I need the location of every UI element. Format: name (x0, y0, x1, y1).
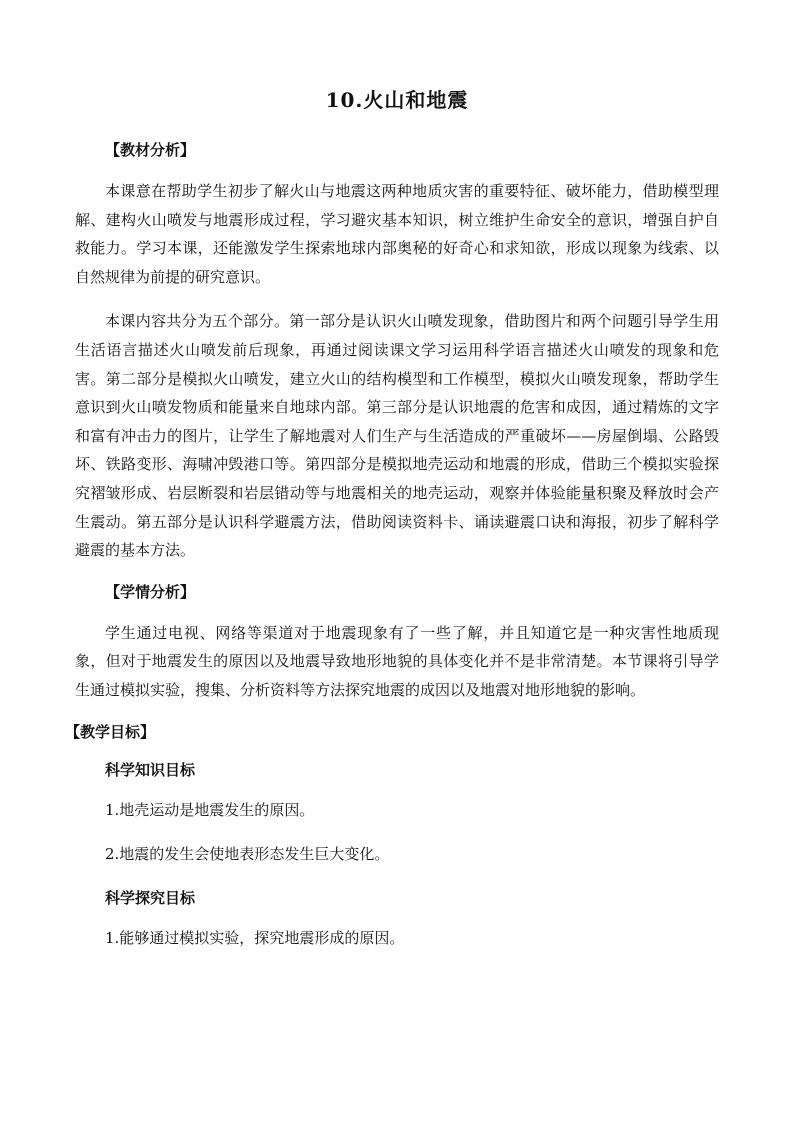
section-teaching-goals (65, 721, 719, 949)
paragraph: 学生通过电视、网络等渠道对于地震现象有了一些了解，并且知道它是一种灾害性地质现象，但对于地震发生的原因以及地震导致地形地貌的具体变化并不是非常清楚。本节课将引导学生通过模拟实验，搜集、分析资料等方法探究地震的成因以及地震对地形地貌的影响。 (75, 623, 719, 699)
section-student-analysis (75, 581, 719, 705)
list-item: 1.能够通过模拟实验，探究地震形成的原因。 (105, 928, 405, 947)
list-item: 1.地壳运动是地震发生的原因。 (105, 800, 315, 819)
paragraph: 本课意在帮助学生初步了解火山与地震这两种地质灾害的重要特征、破坏能力，借助模型理解、建构火山喷发与地震形成过程，学习避灾基本知识，树立维护生命安全的意识，增强自护自救能力。学习本课，还能激发学生探索地球内部奥秘的好奇心和求知欲，形成以现象为线索、以自然规律为前提的研究意识。 (75, 182, 719, 286)
paragraph: 本课内容共分为五个部分。第一部分是认识火山喷发现象，借助图片和两个问题引导学生用生活语言描述火山喷发前后现象，再通过阅读课文学习运用科学语言描述火山喷发的现象和危害。第二部分是模拟火山喷发，建立火山的结构模型和工作模型，模拟火山喷发现象，帮助学生意识到火山喷发物质和能量来自地球内部。第三部分是认识地震的危害和成因，通过精炼的文字和富有冲击力的图片，让学生了解地震对人们生产与生活造成的严重破坏——房屋倒塌、公路毁坏、铁路变形、海啸冲毁港口等。第四部分是模拟地壳运动和地震的形成，借助三个模拟实验探究褶皱形成、岩层断裂和岩层错动等与地震相关的地壳运动，观察并体验能量积聚及释放时会产生震动。第五部分是认识科学避震方法，借助阅读资料卡、诵读避震口诀和海报，初步了解科学避震的基本方法。 (75, 312, 719, 560)
section-heading: 【教材分析】 (105, 141, 196, 159)
section-heading: 【学情分析】 (105, 582, 196, 601)
subsection-heading: 科学知识目标 (105, 760, 196, 779)
section-textbook-analysis (75, 139, 719, 565)
section-heading: 【教学目标】 (65, 722, 156, 741)
list-item: 2.地震的发生会使地表形态发生巨大变化。 (105, 844, 390, 863)
document-title: 10.火山和地震 (325, 88, 469, 112)
subsection-heading: 科学探究目标 (105, 888, 196, 907)
